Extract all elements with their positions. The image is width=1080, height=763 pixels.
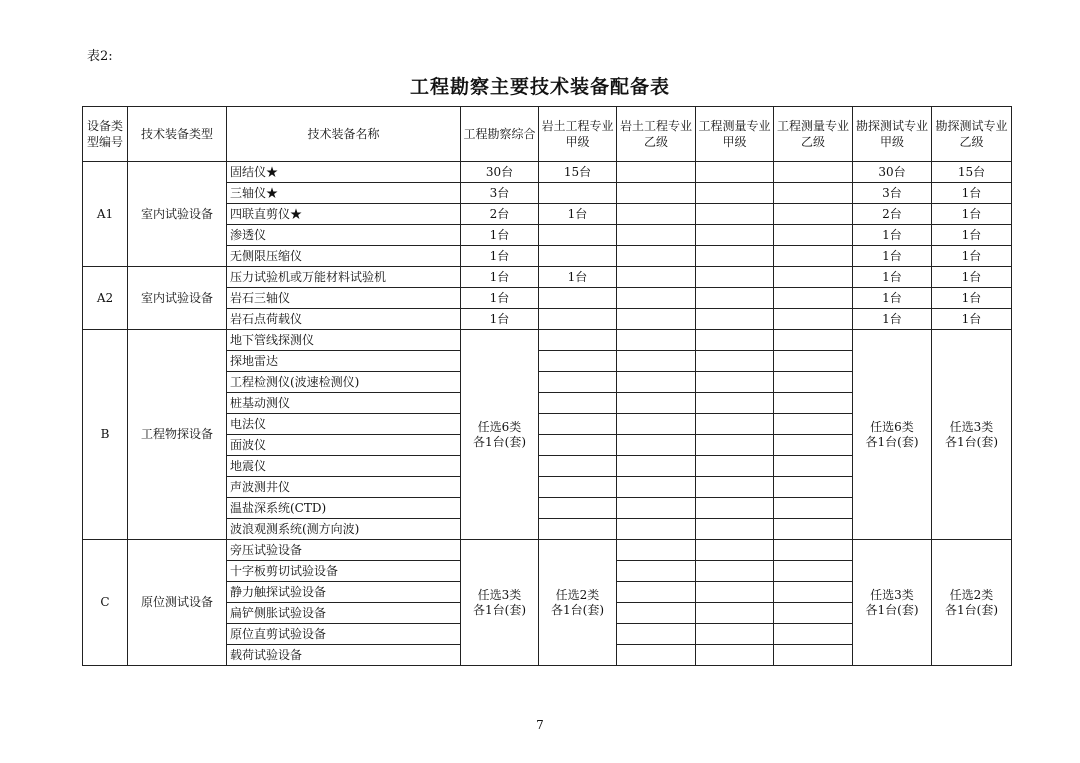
table-row	[83, 330, 1012, 351]
value-cell: 1台	[853, 309, 932, 330]
merged-value-cell	[853, 540, 932, 666]
value-cell	[617, 477, 696, 498]
value-cell	[696, 456, 774, 477]
value-cell	[617, 351, 696, 372]
value-cell	[617, 204, 696, 225]
value-cell: 1台	[853, 225, 932, 246]
value-cell: 1台	[539, 204, 617, 225]
merged-value-cell	[932, 330, 1012, 540]
value-cell	[774, 435, 853, 456]
value-cell: 1台	[461, 309, 539, 330]
value-cell: 2台	[853, 204, 932, 225]
value-cell	[539, 477, 617, 498]
header-type: 技术装备类型	[128, 107, 227, 162]
value-cell: 1台	[932, 288, 1012, 309]
value-cell	[774, 225, 853, 246]
value-cell	[774, 288, 853, 309]
equipment-code-cell: A2	[83, 267, 128, 330]
value-cell	[774, 624, 853, 645]
value-cell	[774, 561, 853, 582]
value-cell	[617, 456, 696, 477]
merged-value-cell	[461, 330, 539, 540]
value-cell	[696, 645, 774, 666]
merged-value-line: 任选6类	[870, 419, 914, 434]
value-cell	[696, 519, 774, 540]
value-cell	[539, 309, 617, 330]
value-cell	[539, 393, 617, 414]
equipment-name-cell: 旁压试验设备	[227, 540, 461, 561]
equipment-name-cell: 岩石三轴仪	[227, 288, 461, 309]
value-cell	[774, 540, 853, 561]
value-cell	[696, 393, 774, 414]
value-cell	[774, 519, 853, 540]
value-cell	[617, 498, 696, 519]
value-cell: 1台	[461, 267, 539, 288]
merged-value-line: 各1台(套)	[865, 434, 919, 449]
value-cell: 1台	[932, 309, 1012, 330]
equipment-name-cell: 静力触探试验设备	[227, 582, 461, 603]
value-cell	[617, 414, 696, 435]
value-cell: 1台	[539, 267, 617, 288]
value-cell: 1台	[932, 246, 1012, 267]
equipment-name-cell: 载荷试验设备	[227, 645, 461, 666]
value-cell	[617, 603, 696, 624]
equipment-type-cell: 原位测试设备	[128, 540, 227, 666]
table-row	[83, 267, 1012, 288]
value-cell	[696, 330, 774, 351]
equipment-name-cell: 声波测井仪	[227, 477, 461, 498]
header-col: 勘探测试专业甲级	[853, 107, 932, 162]
value-cell: 1台	[853, 246, 932, 267]
value-cell	[696, 225, 774, 246]
value-cell: 1台	[932, 204, 1012, 225]
value-cell	[539, 183, 617, 204]
equipment-name-cell: 面波仪	[227, 435, 461, 456]
value-cell	[617, 582, 696, 603]
merged-value-cell	[853, 330, 932, 540]
equipment-name-cell: 渗透仪	[227, 225, 461, 246]
page-title: 工程勘察主要技术装备配备表	[409, 76, 670, 98]
value-cell	[696, 267, 774, 288]
equipment-name-cell: 原位直剪试验设备	[227, 624, 461, 645]
header-col: 岩土工程专业甲级	[539, 107, 617, 162]
value-cell	[617, 624, 696, 645]
value-cell	[774, 162, 853, 183]
value-cell	[696, 288, 774, 309]
equipment-code-cell: C	[83, 540, 128, 666]
value-cell: 15台	[539, 162, 617, 183]
value-cell	[617, 561, 696, 582]
value-cell	[539, 498, 617, 519]
value-cell	[539, 519, 617, 540]
value-cell	[696, 624, 774, 645]
value-cell	[774, 645, 853, 666]
value-cell	[617, 372, 696, 393]
value-cell: 1台	[461, 246, 539, 267]
equipment-name-cell: 无侧限压缩仪	[227, 246, 461, 267]
value-cell: 30台	[853, 162, 932, 183]
value-cell: 2台	[461, 204, 539, 225]
value-cell	[617, 330, 696, 351]
merged-value-cell	[539, 540, 617, 666]
value-cell	[539, 372, 617, 393]
value-cell	[539, 288, 617, 309]
merged-value-line: 各1台(套)	[473, 434, 526, 449]
equipment-name-cell: 压力试验机或万能材料试验机	[227, 267, 461, 288]
value-cell	[774, 309, 853, 330]
header-col: 勘探测试专业乙级	[932, 107, 1012, 162]
merged-value-line: 任选6类	[477, 419, 522, 434]
header-col: 工程勘察综合	[461, 107, 539, 162]
value-cell: 15台	[932, 162, 1012, 183]
header-col: 岩土工程专业乙级	[617, 107, 696, 162]
value-cell	[539, 456, 617, 477]
equipment-name-cell: 十字板剪切试验设备	[227, 561, 461, 582]
merged-value-line: 各1台(套)	[945, 434, 998, 449]
merged-value-cell	[461, 540, 539, 666]
value-cell	[617, 309, 696, 330]
equipment-name-cell: 电法仪	[227, 414, 461, 435]
merged-value-line: 各1台(套)	[551, 602, 604, 617]
header-col: 工程测量专业乙级	[774, 107, 853, 162]
equipment-name-cell: 工程检测仪(波速检测仪)	[227, 372, 461, 393]
value-cell	[774, 246, 853, 267]
value-cell: 1台	[932, 225, 1012, 246]
value-cell	[774, 204, 853, 225]
value-cell	[539, 330, 617, 351]
equipment-name-cell: 岩石点荷载仪	[227, 309, 461, 330]
value-cell	[696, 477, 774, 498]
value-cell: 30台	[461, 162, 539, 183]
merged-value-line: 任选2类	[555, 587, 600, 602]
merged-value-line: 任选3类	[949, 419, 994, 434]
value-cell	[539, 225, 617, 246]
value-cell	[539, 246, 617, 267]
value-cell	[696, 540, 774, 561]
value-cell	[696, 603, 774, 624]
equipment-name-cell: 桩基动测仪	[227, 393, 461, 414]
equipment-type-cell: 室内试验设备	[128, 162, 227, 267]
value-cell	[774, 456, 853, 477]
value-cell	[617, 288, 696, 309]
value-cell	[696, 372, 774, 393]
value-cell	[539, 414, 617, 435]
page-number: 7	[536, 718, 544, 732]
value-cell	[774, 498, 853, 519]
value-cell	[696, 351, 774, 372]
value-cell	[617, 267, 696, 288]
equipment-name-cell: 温盐深系统(CTD)	[227, 498, 461, 519]
value-cell	[774, 582, 853, 603]
merged-value-cell	[932, 540, 1012, 666]
value-cell	[774, 393, 853, 414]
value-cell: 1台	[932, 267, 1012, 288]
value-cell	[774, 414, 853, 435]
table-row	[83, 540, 1012, 561]
merged-value-line: 各1台(套)	[945, 602, 998, 617]
value-cell	[696, 246, 774, 267]
value-cell	[774, 603, 853, 624]
value-cell	[696, 204, 774, 225]
value-cell	[774, 183, 853, 204]
value-cell	[539, 351, 617, 372]
value-cell	[617, 645, 696, 666]
value-cell: 3台	[461, 183, 539, 204]
header-code: 设备类型编号	[83, 107, 128, 162]
equipment-name-cell: 三轴仪★	[227, 183, 461, 204]
value-cell	[696, 561, 774, 582]
merged-value-line: 任选2类	[949, 587, 994, 602]
value-cell	[617, 183, 696, 204]
equipment-name-cell: 波浪观测系统(测方向波)	[227, 519, 461, 540]
merged-value-line: 各1台(套)	[473, 602, 526, 617]
value-cell	[617, 435, 696, 456]
merged-value-line: 任选3类	[870, 587, 914, 602]
value-cell	[617, 162, 696, 183]
value-cell: 1台	[853, 288, 932, 309]
equipment-name-cell: 地下管线探测仪	[227, 330, 461, 351]
header-row	[83, 107, 1012, 162]
equipment-name-cell: 地震仪	[227, 456, 461, 477]
value-cell	[774, 372, 853, 393]
value-cell: 1台	[853, 267, 932, 288]
value-cell	[696, 183, 774, 204]
value-cell	[774, 330, 853, 351]
value-cell	[539, 435, 617, 456]
header-name: 技术装备名称	[227, 107, 461, 162]
value-cell	[696, 582, 774, 603]
value-cell: 1台	[461, 225, 539, 246]
value-cell	[696, 498, 774, 519]
equipment-name-cell: 四联直剪仪★	[227, 204, 461, 225]
value-cell	[774, 267, 853, 288]
equipment-code-cell: B	[83, 330, 128, 540]
equipment-type-cell: 室内试验设备	[128, 267, 227, 330]
value-cell	[617, 246, 696, 267]
merged-value-line: 任选3类	[477, 587, 522, 602]
value-cell	[774, 351, 853, 372]
equipment-code-cell: A1	[83, 162, 128, 267]
value-cell	[617, 225, 696, 246]
value-cell	[696, 162, 774, 183]
value-cell	[774, 477, 853, 498]
table-label: 表2:	[87, 49, 113, 64]
equipment-type-cell: 工程物探设备	[128, 330, 227, 540]
table-row	[83, 162, 1012, 183]
value-cell	[696, 414, 774, 435]
value-cell	[696, 309, 774, 330]
value-cell	[617, 393, 696, 414]
equipment-name-cell: 扁铲侧胀试验设备	[227, 603, 461, 624]
header-col: 工程测量专业甲级	[696, 107, 774, 162]
equipment-table	[82, 106, 1012, 666]
value-cell: 1台	[932, 183, 1012, 204]
value-cell: 1台	[461, 288, 539, 309]
value-cell	[617, 519, 696, 540]
value-cell: 3台	[853, 183, 932, 204]
value-cell	[617, 540, 696, 561]
value-cell	[696, 435, 774, 456]
equipment-name-cell: 探地雷达	[227, 351, 461, 372]
equipment-name-cell: 固结仪★	[227, 162, 461, 183]
merged-value-line: 各1台(套)	[865, 602, 919, 617]
